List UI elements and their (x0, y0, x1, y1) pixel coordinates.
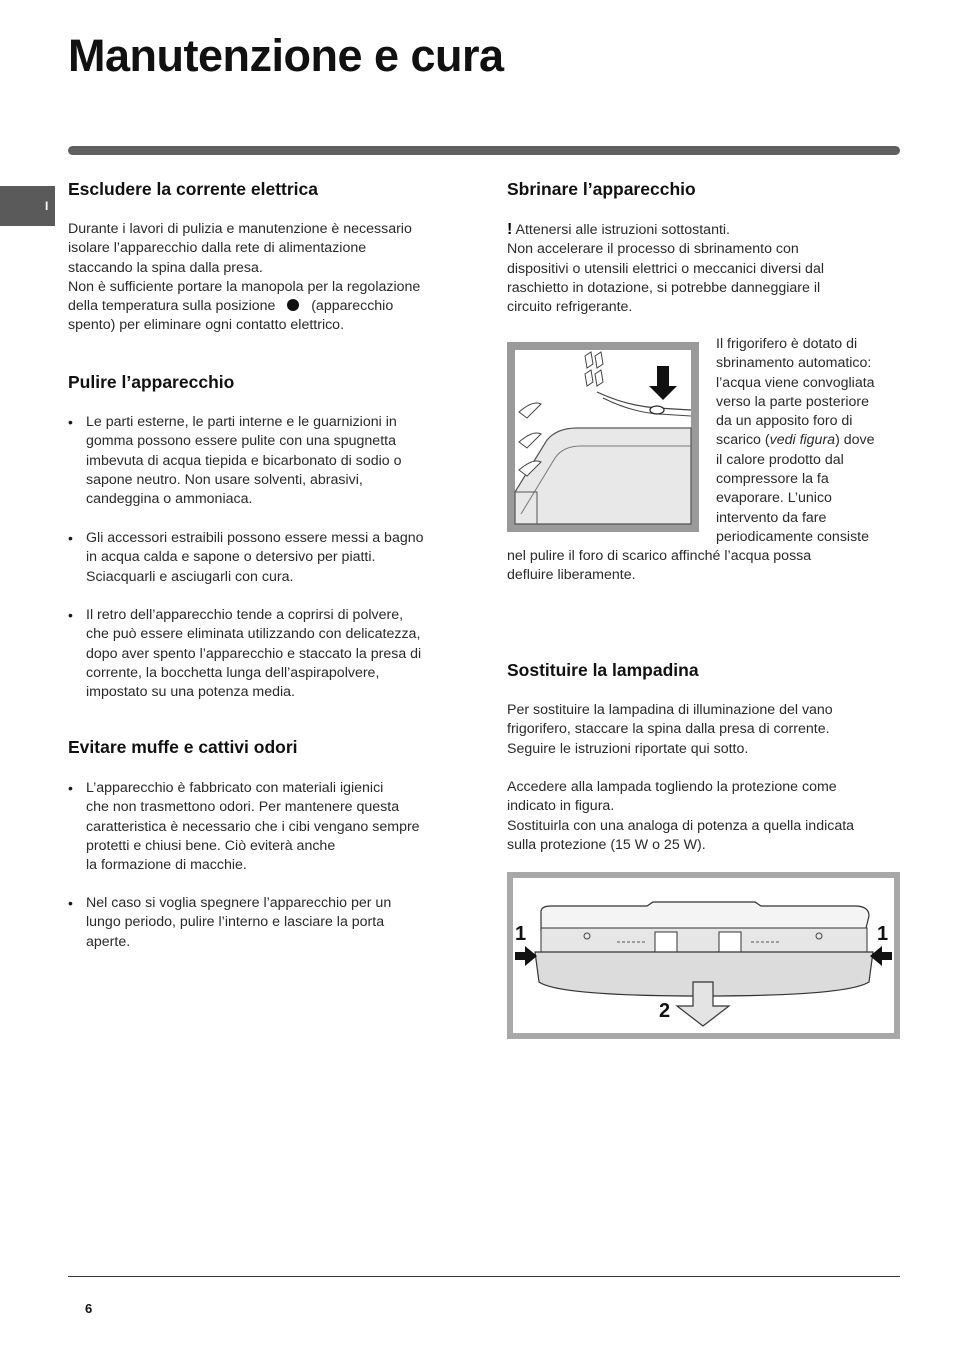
lamp-cover-figure (507, 872, 900, 1039)
bullet-icon: • (68, 414, 73, 430)
bullet-icon: • (68, 895, 73, 911)
defrost-illustration (507, 342, 699, 532)
off-position-icon (287, 299, 299, 311)
page-number: 6 (85, 1301, 93, 1316)
heading-pulire: Pulire l’apparecchio (68, 372, 235, 392)
figure-label-2: 2 (659, 1000, 671, 1022)
paragraph-lampadina-1: Per sostituire la lampadina di illuminazione del vano frigorifero, staccare la spina dalla presa di corrente. Seguire le istruzioni riportate qui sotto. (507, 702, 833, 757)
footer-rule (68, 1276, 900, 1277)
heading-escludere: Escludere la corrente elettrica (68, 179, 318, 199)
warning-mark: ! (507, 221, 513, 238)
language-tab: I (0, 186, 55, 226)
figure-label-1-right: 1 (877, 923, 889, 945)
page-title: Manutenzione e cura (68, 30, 504, 81)
heading-sbrinare: Sbrinare l’apparecchio (507, 179, 696, 199)
bullet-icon: • (68, 780, 73, 796)
paragraph-lampadina-2: Accedere alla lampada togliendo la protezione come indicato in figura. Sostituirla con una analoga di potenza a quella indicata sulla protezione (15 W o 25 W). (507, 779, 855, 853)
bullet-icon: • (68, 530, 73, 546)
paragraph-sbrinare: ! Attenersi alle istruzioni sottostanti. Non accelerare il processo di sbrinamento con dispositivi o utensili elettrici o meccanici diversi dal raschietto in dotazione, si potrebbe danneggiare il circuito refrigerante. (507, 221, 824, 316)
heading-sostituire: Sostituire la lampadina (507, 660, 699, 680)
bullet-icon: • (68, 607, 73, 623)
header-rule (68, 146, 900, 155)
paragraph-escludere: Durante i lavori di pulizia e manutenzione è necessario isolare l’apparecchio dalla rete di alimentazione staccando la spina dalla presa. Non è sufficiente portare la manopola per la regolazione della temperatura sulla posizione (apparecchio spento) per eliminare ogni contatto elettrico. (68, 221, 421, 334)
heading-evitare: Evitare muffe e cattivi odori (68, 737, 298, 757)
lamp-illustration (507, 872, 900, 1039)
paragraph-defrost-side: Il frigorifero è dotato di sbrinamento automatico: l’acqua viene convogliata verso la parte posteriore da un apposito foro di scarico (vedi figura) dove il calore prodotto dal compressore la fa evaporare. L’unico intervento da fare periodicamente consiste (716, 336, 875, 545)
figure-label-1-left: 1 (515, 923, 527, 945)
defrost-drain-figure (507, 342, 699, 532)
paragraph-defrost-end: nel pulire il foro di scarico affinché l’acqua possa defluire liberamente. (507, 548, 812, 584)
